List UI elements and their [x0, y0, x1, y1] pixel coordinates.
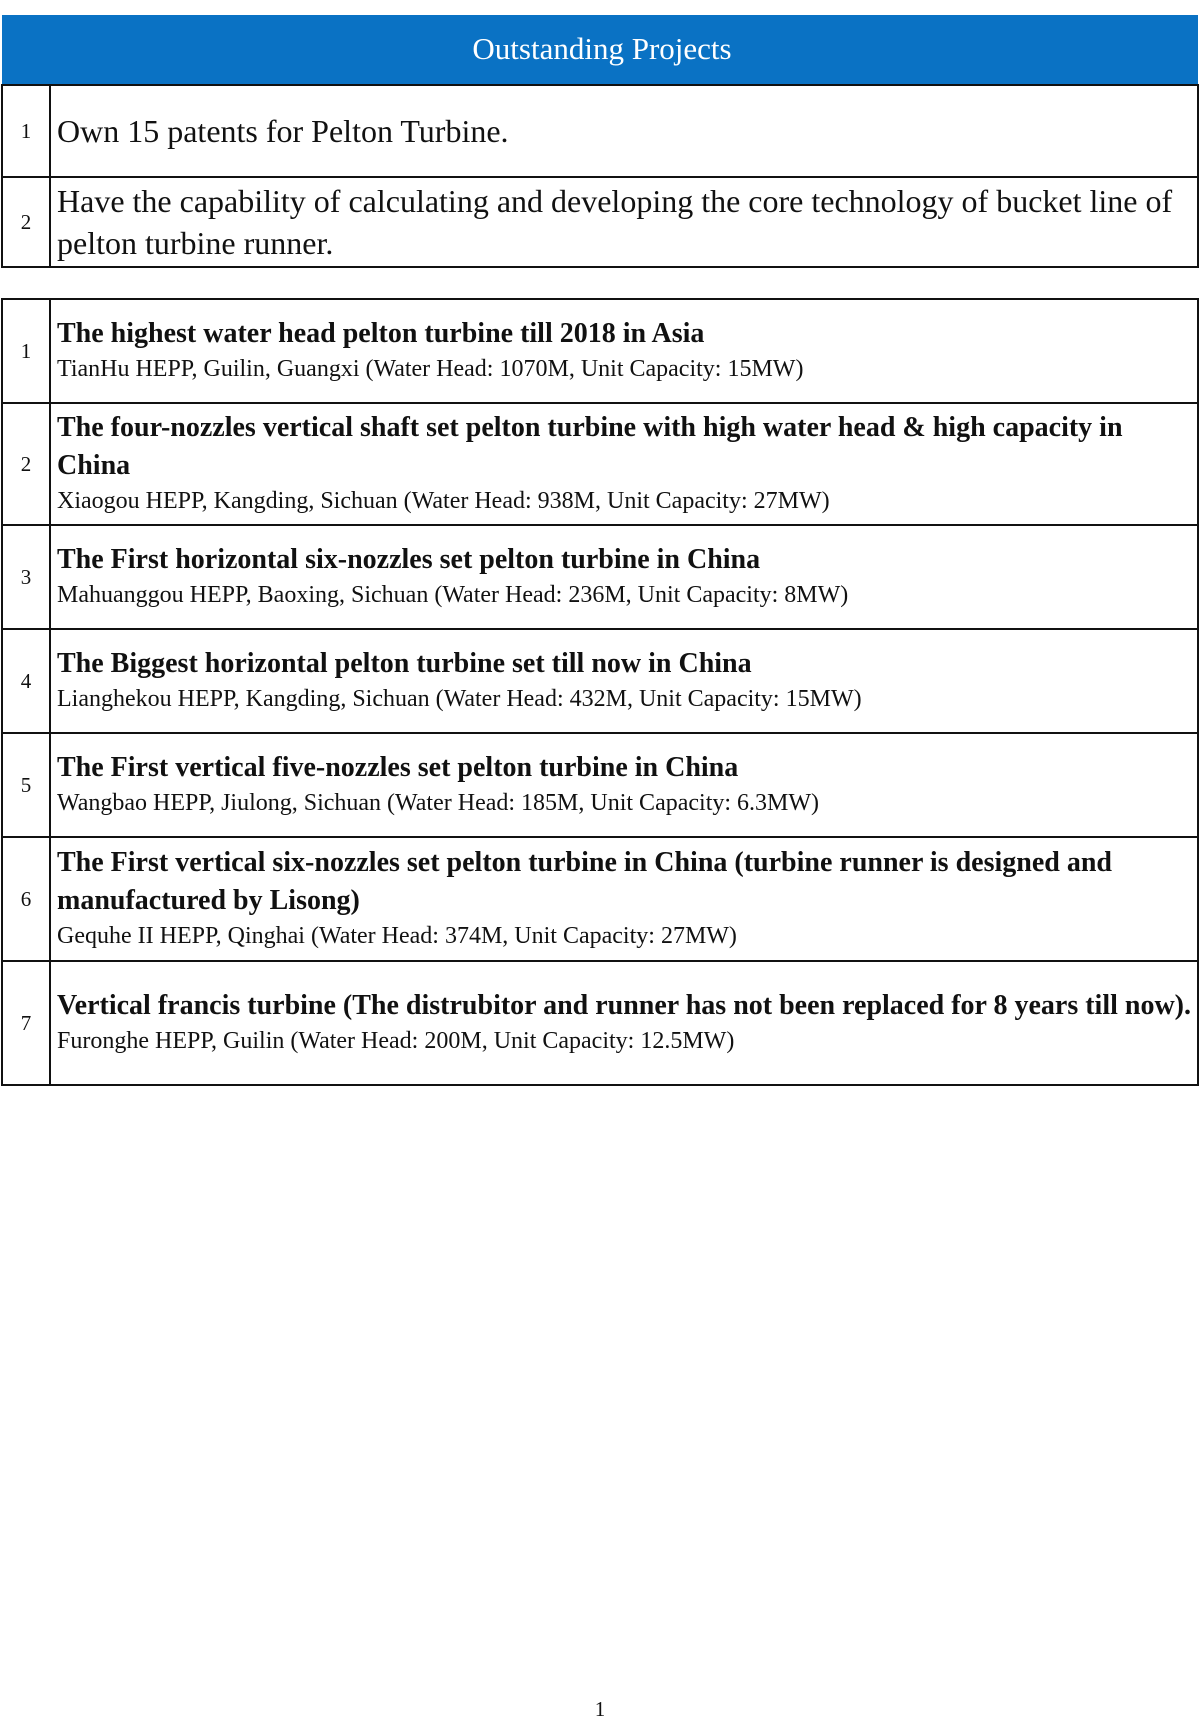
row-number: 5	[2, 733, 50, 837]
project-cell	[50, 629, 1198, 733]
row-number: 1	[2, 299, 50, 403]
table-row	[2, 403, 1198, 525]
row-number: 1	[2, 85, 50, 177]
row-number: 2	[2, 177, 50, 267]
project-title: The First vertical six-nozzles set pelton turbine in China (turbine runner is designed and manufactured by Lisong)	[57, 847, 1112, 916]
project-detail: Mahuanggou HEPP, Baoxing, Sichuan (Water Head: 236M, Unit Capacity: 8MW)	[57, 582, 849, 608]
capabilities-table	[1, 84, 1199, 268]
project-cell	[50, 837, 1198, 961]
project-cell	[50, 961, 1198, 1085]
project-detail: Gequhe II HEPP, Qinghai (Water Head: 374M, Unit Capacity: 27MW)	[57, 923, 737, 949]
project-title: The Biggest horizontal pelton turbine set till now in China	[57, 648, 752, 679]
project-detail: Xiaogou HEPP, Kangding, Sichuan (Water Head: 938M, Unit Capacity: 27MW)	[57, 488, 830, 514]
row-number: 3	[2, 525, 50, 629]
project-detail: TianHu HEPP, Guilin, Guangxi (Water Head: 1070M, Unit Capacity: 15MW)	[57, 356, 804, 382]
project-detail: Wangbao HEPP, Jiulong, Sichuan (Water Head: 185M, Unit Capacity: 6.3MW)	[57, 790, 820, 816]
project-cell	[50, 525, 1198, 629]
row-number: 4	[2, 629, 50, 733]
table-row	[2, 837, 1198, 961]
capability-text: Have the capability of calculating and developing the core technology of bucket line of pelton turbine runner.	[50, 177, 1198, 267]
project-detail: Lianghekou HEPP, Kangding, Sichuan (Water Head: 432M, Unit Capacity: 15MW)	[57, 686, 862, 712]
capability-text: Own 15 patents for Pelton Turbine.	[50, 85, 1198, 177]
project-title: Vertical francis turbine (The distrubitor and runner has not been replaced for 8 years till now).	[57, 990, 1191, 1021]
table-row	[2, 85, 1198, 177]
table-row	[2, 299, 1198, 403]
project-cell	[50, 299, 1198, 403]
table-row	[2, 525, 1198, 629]
project-cell	[50, 403, 1198, 525]
section-header	[2, 15, 1198, 85]
table-row	[2, 629, 1198, 733]
project-title: The highest water head pelton turbine till 2018 in Asia	[57, 318, 705, 349]
table-row	[2, 961, 1198, 1085]
row-number: 2	[2, 403, 50, 525]
project-cell	[50, 733, 1198, 837]
row-number: 7	[2, 961, 50, 1085]
table-row	[2, 177, 1198, 267]
section-title: Outstanding Projects	[472, 31, 732, 66]
page-number: 1	[594, 1697, 606, 1721]
projects-table	[1, 298, 1199, 1086]
project-title: The First horizontal six-nozzles set pelton turbine in China	[57, 544, 761, 575]
project-title: The First vertical five-nozzles set pelton turbine in China	[57, 752, 739, 783]
table-row	[2, 733, 1198, 837]
row-number: 6	[2, 837, 50, 961]
project-title: The four-nozzles vertical shaft set pelton turbine with high water head & high capacity in China	[57, 412, 1123, 481]
project-detail: Furonghe HEPP, Guilin (Water Head: 200M, Unit Capacity: 12.5MW)	[57, 1028, 735, 1054]
